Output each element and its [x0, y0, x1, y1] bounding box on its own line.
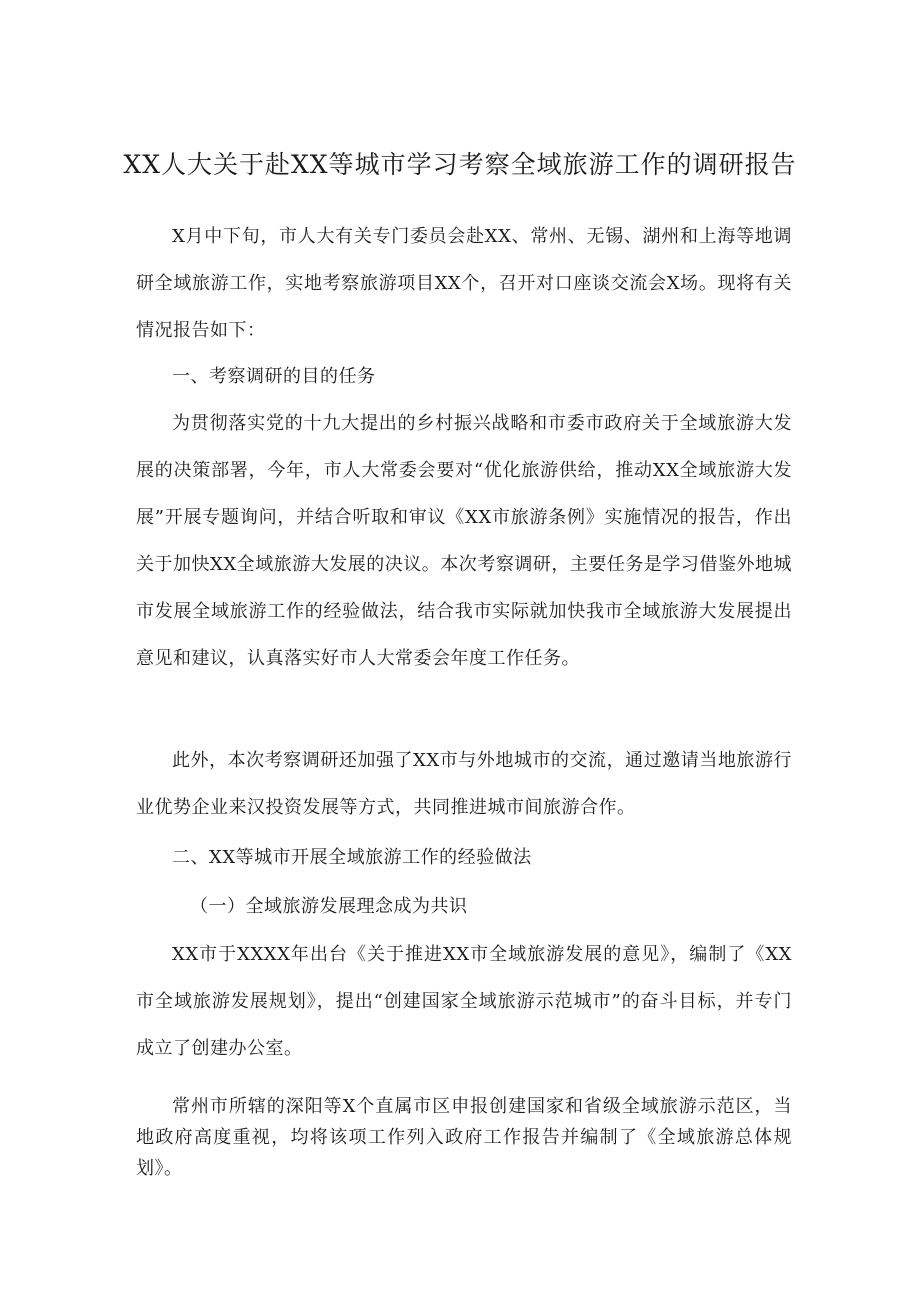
section-1-paragraph-2: 此外，本次考察调研还加强了XX市与外地城市的交流，通过邀请当地旅游行业优势企业来汉投资发展等方式，共同推进城市间旅游合作。	[136, 750, 792, 818]
section-1-heading: 一、考察调研的目的任务	[172, 366, 376, 387]
section-2-subheading-1: （一）全域旅游发展理念成为共识	[190, 896, 468, 917]
section-2-paragraph-1: XX市于XXXX年出台《关于推进XX市全域旅游发展的意见》，编制了《XX市全域旅游发展规划》，提出“创建国家全域旅游示范城市”的奋斗目标，并专门成立了创建办公室。	[136, 944, 792, 1059]
section-2-heading: 二、XX等城市开展全域旅游工作的经验做法	[172, 847, 532, 868]
section-2-paragraph-2: 常州市所辖的深阳等X个直属市区申报创建国家和省级全域旅游示范区，当地政府高度重视，均将该项工作列入政府工作报告并编制了《全域旅游总体规划》。	[136, 1096, 792, 1179]
document-title: XX人大关于赴XX等城市学习考察全域旅游工作的调研报告	[123, 150, 797, 179]
intro-paragraph: X月中下旬，市人大有关专门委员会赴XX、常州、无锡、湖州和上海等地调研全域旅游工作，实地考察旅游项目XX个，召开对口座谈交流会X场。现将有关情况报告如下：	[136, 226, 792, 341]
section-1-paragraph-1: 为贯彻落实党的十九大提出的乡村振兴战略和市委市政府关于全域旅游大发展的决策部署，今年，市人大常委会要对“优化旅游供给，推动XX全域旅游大发展”开展专题询问，并结合听取和审议《XX市旅游条例》实施情况的报告，作出关于加快XX全域旅游大发展的决议。本次考察调研，主要任务是学习借鉴外地城市发展全域旅游工作的经验做法，结合我市实际就加快我市全域旅游大发展提出意见和建议，认真落实好市人大常委会年度工作任务。	[136, 413, 792, 669]
